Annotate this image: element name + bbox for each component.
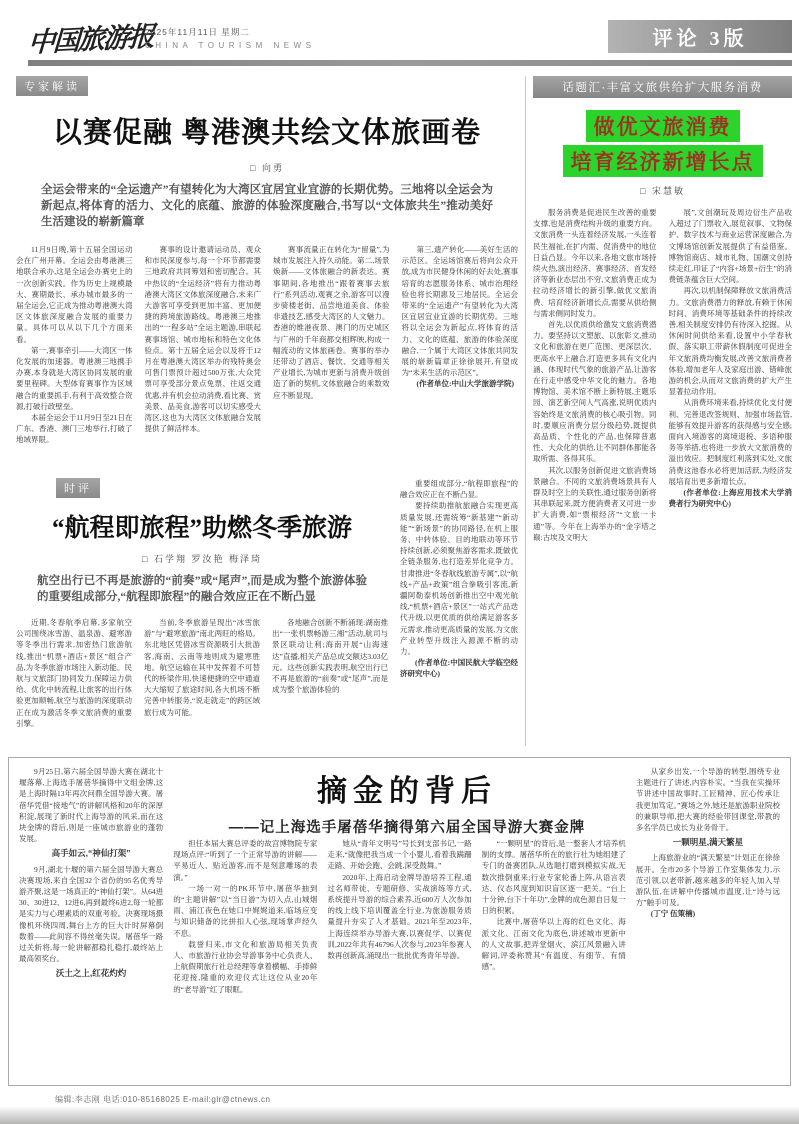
article-tag-comment: 时评 <box>56 478 100 498</box>
article-comment <box>16 478 518 773</box>
article-comment-body <box>16 617 388 777</box>
article-comment-title: “航程即旅程”助燃冬季旅游 <box>51 515 352 542</box>
article-expert-col-2: 赛事的设计邀请运动员、观众和市民深度参与,每一个环节都需要三地政府共同筹划和密切配合。其中热议的“全运经济”将有力推动粤港澳大湾区文体旅深度融合,未来广大游客可享受到更加丰富、更加便捷的跨境旅游路线。粤港澳三地推出的“一程多站”全运主题游,串联起赛事场馆、城市地标和特色文化体验点。第十五届全运会以及将于12月在粤港澳大湾区举办的残特奥会可售门票预计超过500万张,大众凭票可享受部分景点免票、往返交通优惠,并有机会拉动消费,看比赛、赏美景、品美食,游客可以切实感受大湾区,这也为大湾区文体旅融合发展提供了鲜活样本。 <box>144 245 261 434</box>
article-expert-title: 以赛促融 粤港澳共绘文体旅画卷 <box>52 117 482 149</box>
article-gold-box <box>8 757 791 1086</box>
masthead-logo: 中国旅游报 <box>27 21 154 58</box>
header-rule <box>28 60 792 66</box>
article-gold-col-3: 她从“青年文明号”号长到支部书记,一路走来,“就像把我当成一个小婴儿,看着我蹒跚走路、开始会跑、会跳,深受鼓舞。” 2020年,上海启动金牌导游培养工程,通过名师带徒、专题研修、实战演练等方式,系统提升导游的综合素养,近600万人次参加的线上线下培训覆盖全行业,为旅游服务质量提升夯实了人才基础。2021年至2023年,上海连续举办导游大赛,以赛促学、以赛促训,2022年共有46796人次参与,2023年参赛人数再创新高,涌现出一批批优秀青年导游。 <box>327 839 472 961</box>
article-comment-lead: 航空出行已不再是旅游的“前奏”或“尾声”,而是成为整个旅游体验的重要组成部分,“航程即旅程”的融合效应正在不断凸显 <box>37 575 367 603</box>
article-expert-body <box>16 244 518 462</box>
article-comment-col-4: 重要组成部分,“航程即旅程”的融合效应正在不断凸显。 要持续助推航旅融合实现更高质量发展,还需统筹“新基建”“新动能”“新场景”的协同路径,在机上服务、中转体验、目的地联动等环节持续创新,必须聚焦游客需求,既做优全链条服务,也打造差异化竞争力。甘肃推进“冬春航线旅游专属”,以“航线+产品+政策”组合拳吸引客流,新疆阿勒泰机场创新推出空中观光航线,“机票+酒店+景区”一站式产品迭代升级,以更优质的供给满足游客多元需求,推动更高质量的发展,为文旅产业转型升级注入源源不断的动力。 (作者单位:中国民航大学临空经济研究中心) <box>400 479 518 679</box>
article-expert-byline: □ 向勇 <box>250 163 284 173</box>
article-topic-col-1: 服务消费是促进民生改善的重要支撑,也是消费结构升级的重要方向。文旅消费一头连着经济发展,一头连着民生福祉,在扩内需、促消费中的地位日益凸显。今年以来,各地文旅市场持续火热,演出经济、赛事经济、首发经济等新业态层出不穷,文旅消费正成为拉动经济增长的新引擎,做优文旅消费、培育经济新增长点,需要从供给侧与需求侧同时发力。 首先,以优质供给激发文旅消费潜力。要坚持以文塑旅、以旅彰文,推动文化和旅游在更广范围、更深层次、更高水平上融合,打造更多具有文化内涵、体现时代气象的旅游产品,让游客在行走中感受中华文化的魅力。各地博物馆、美术馆不断上新特展,主题乐园、演艺新空间人气高涨,说明优质内容始终是文旅消费的核心吸引物。同时,要顺应消费分层分级趋势,既提供高品质、个性化的产品,也保障普惠性、大众化的供给,让不同群体都能各取所需、各得其乐。 其次,以服务创新促进文旅消费场景融合。不同的文旅消费场景具有人群及时空上的关联性,通过服务创新将其串联起来,既方便消费者又可进一步扩大消费,如“票根经济”“文旅一卡通”等。今年在上海举办的“金字塔之巅:古埃及文明大 <box>533 208 657 542</box>
article-topic-title-line1: 做优文旅消费 <box>586 110 740 142</box>
article-gold-col-5: 从家乡出发,一个导游的转型,围绕专业主题进行了讲述,内容朴实。“当我在实操环节讲述中国故事时,工匠精神、匠心传承让我更加笃定。”赛场之外,她还是旅游职业院校的兼职导师,把大赛的经验带回课堂,带教的多名学员已成长为业务骨干。 一颗明星,满天繁星 上海旅游业的“满天繁星”计划正在徐徐展开。全市20多个导游工作室集体发力,示范引领,以老带新,越来越多的年轻人加入导游队伍,在讲解中传播城市温度,让“诗与远方”触手可及。 (丁宁 伍策楠) <box>635 767 780 919</box>
article-tag-expert: 专家解读 <box>16 76 88 96</box>
article-comment-col-2: 当前,冬季旅游呈现出“冰雪旅游”与“避寒旅游”南北两旺的格局。东北地区凭借冰雪资源吸引大批游客,海南、云南等地则成为避寒胜地。航空运输在其中发挥着不可替代的桥梁作用,快速便捷的空中通道大大缩短了旅途时间,各大机场不断完善中转服务,“说走就走”的跨区域旅行成为可能。 <box>144 618 260 717</box>
article-gold-title-block <box>177 766 637 837</box>
article-expert-col-1: 11月9日晚,第十五届全国运动会在广州开幕。全运会由粤港澳三地联合承办,这是全运会办赛史上的一次创新实践。作为历史上规模最大、赛期最长、承办城市最多的一届全运会,它正成为推动粤港澳大湾区文体旅深度融合发展的重要力量。具体可以从以下几个方面来看。 第一,赛事牵引——大湾区一体化发展的加速器。粤港澳三地携手办赛,本身就是大湾区协同发展的重要里程碑。大型体育赛事作为区域融合的重要抓手,有利于高效整合资源,打破行政壁垒。 本届全运会于11月9日至21日在广东、香港、澳门三地举行,打破了地域界限。 <box>16 245 133 445</box>
article-tag-topic: 话题汇·丰富文旅供给扩大服务消费 <box>533 76 792 98</box>
editor-footer: 编辑:李志刚 电话:010-85168025 E-mail:glr@ctnews.cn <box>55 1095 271 1104</box>
article-gold-col-1: 9月25日,第六届全国导游大赛在湖北十堰落幕,上海选手屠蓓华摘得中文组金牌,这是上海时隔13年再次问鼎全国导游大赛。屠蓓华凭借“接地气”的讲解风格和20年的深厚积淀,展现了新时代上海导游的风采,而在这块金牌的背后,则是一座城市旅游业的蓬勃发展。 高手如云,“神仙打架” 9月,湖北十堰的第六届全国导游大赛总决赛现场,来自全国32个省份的95名优秀导游齐聚,这是一场真正的“神仙打架”。从64进30、30进12、12进6,再到最终6进2,每一轮都是实力与心理素质的双重考验。决赛现场摄像机环绕四周,舞台上方的巨大计时屏幕倒数着——此间容不得丝毫失误。屠蓓华一路过关斩将,每一轮讲解都稳扎稳打,最终站上最高领奖台。 沃土之上,红花灼灼 <box>19 767 164 979</box>
page-bottom-shadow <box>0 1106 799 1124</box>
article-topic-col-2: 展”,文创潮玩及周边衍生产品收入超过了门票收入,展览叙事、文物保护、数字技术与商业运营深度融合,为文博场馆创新发展提供了有益借鉴。博物馆商店、城市礼物、国潮文创持续走红,印证了“内容+场景+衍生”的消费链条蕴含巨大空间。 再次,以机制保障释放文旅消费活力。文旅消费潜力的释放,有赖于休闲时间、消费环境等基础条件的持续改善,相关制度安排仍有待深入挖掘。从休闲时间供给来看,设置中小学春秋假、落实职工带薪休假制度可促进全年文旅消费均衡发展,改善文旅消费者体验,增加老年人及家庭出游、错峰旅游的机会,从而对文旅消费的扩大产生显著拉动作用。 从消费环境来看,持续优化支付便利、完善退改签规则、加强市场监管,能够有效提升游客的获得感与安全感;面向入境游客的离境退税、多语种服务等举措,也将进一步放大文旅消费的溢出效应。把制度红利落到实处,文旅消费这池春水必将更加活跃,为经济发展培育出更多新增长点。 (作者单位:上海应用技术大学消费者行为研究中心) <box>668 208 792 509</box>
masthead-english: CHINA TOURISM NEWS <box>145 41 316 50</box>
article-topic-byline: □ 宋慧敏 <box>640 186 685 196</box>
article-topic-body <box>533 207 792 755</box>
article-expert-lead: 全运会带来的“全运遗产”有望转化为大湾区宜居宜业宜游的长期优势。三地将以全运会为新起点,将体育的活力、文化的底蕴、旅游的体验深度融合,书写以“文体旅共生”推动美好生活建设的崭新篇章 <box>41 184 493 228</box>
article-comment-head-block <box>16 478 388 773</box>
article-expert <box>16 76 518 462</box>
article-expert-col-4: 第三,遗产转化——美好生活的示范区。全运场馆赛后将向公众开放,成为市民健身休闲的好去处,赛事培育的志愿服务体系、城市治理经验也将长期惠及三地居民。全运会带来的“全运遗产”有望转化为大湾区宜居宜业宜游的长期优势。三地将以全运会为新起点,将体育的活力、文化的底蕴、旅游的体验深度融合,一个属于大湾区文体旅共同发展的崭新篇章正徐徐展开,有望成为“未来生活的示范区”。 (作者单位:中山大学旅游学院) <box>401 245 518 389</box>
section-page-badge: 评论 3版 <box>608 20 792 53</box>
article-topic-title <box>533 108 792 178</box>
article-gold-col-2: 担任本届大赛总评委的故宫博物院专家现场点评:“听到了一个正常导游的讲解——平易近人、贴近游客,而不是刻意雕琢的表演。” 一场一对一的PK环节中,屠蓓华抽到的“主题讲解”以“当日游”为切入点,山城烟雨、浦江夜色在她口中娓娓道来,临场应变与知识储备的比拼扣人心弦,现场掌声经久不息。 载誉归来,市文化和旅游局相关负责人、市旅游行业协会导游事务中心负责人、上航假期旅行社总经理等拿着横幅、手捧鲜花迎接,隆重的欢迎仪式让这位从业20年的“老导游”红了眼眶。 <box>173 839 318 994</box>
article-gold-col-4: “一颗明星”的背后,是一整套人才培养机制的支撑。屠蓓华所在的旅行社为她组建了专门的备赛团队,从选题打磨到模拟实战,无数次推倒重来;行业专家轮番上阵,从语言表达、仪态风度到知识盲区逐一把关。“台上十分钟,台下十年功”,金牌的成色源自日复一日的积累。 比赛中,屠蓓华以上海的红色文化、海派文化、江南文化为底色,讲述城市更新中的人文故事,把弄堂烟火、滨江风景融入讲解词,评委称赞其“有温度、有细节、有情感”。 <box>481 839 626 972</box>
right-column-zone <box>533 76 792 746</box>
article-expert-col-3: 赛事流量正在转化为“留量”,为城市发展注入持久动能。第二,场景焕新——文体旅融合的新表达。赛事期间,各地推出“跟着赛事去旅行”系列活动,观赛之余,游客可以漫步骑楼老街、品尝地道美食、体验非遗技艺,感受大湾区的人文魅力。香港的维港夜景、澳门的历史城区与广州的千年商都交相辉映,构成一幅流动的文体旅画卷。赛事的举办还带动了酒店、餐饮、交通等相关产业增长,为城市更新与消费升级创造了新的契机,文体旅融合的乘数效应不断显现。 <box>273 245 390 400</box>
article-comment-col-3: 各地融合创新不断涌现:湖南推出“一张机票畅游三湘”活动,航司与景区联动让利;海南开展“山海速达”直播,相关产品总成交额达3.03亿元。这些创新实践表明,航空出行已不再是旅游的“前奏”或“尾声”,而是成为整个旅游体验的 <box>272 618 388 695</box>
article-comment-col-4-wrap <box>400 478 518 773</box>
article-topic-title-line2: 培育经济新增长点 <box>563 145 763 177</box>
article-comment-byline: □ 石学翔 罗汝艳 梅泽琦 <box>142 554 262 564</box>
left-column-zone <box>16 76 518 748</box>
article-gold-subtitle: ——记上海选手屠蓓华摘得第六届全国导游大赛金牌 <box>228 820 586 836</box>
column-divider <box>525 76 526 746</box>
article-gold-title: 摘金的背后 <box>317 775 497 808</box>
article-comment-col-1: 近期,冬春航季启幕,多家航空公司围绕冰雪游、温泉游、避寒游等冬季出行需求,加密热门旅游航线,推出“机票+酒店+景区”组合产品,为冬季旅游市场注入新动能。民航与文旅部门协同发力,保障运力供给、优化中转流程,让旅客的出行体验更加顺畅,航空与旅游的深度联动正在成为激活冬季文旅消费的重要引擎。 <box>16 618 132 728</box>
issue-date: 2025年11月11日 星期二 <box>145 27 250 37</box>
